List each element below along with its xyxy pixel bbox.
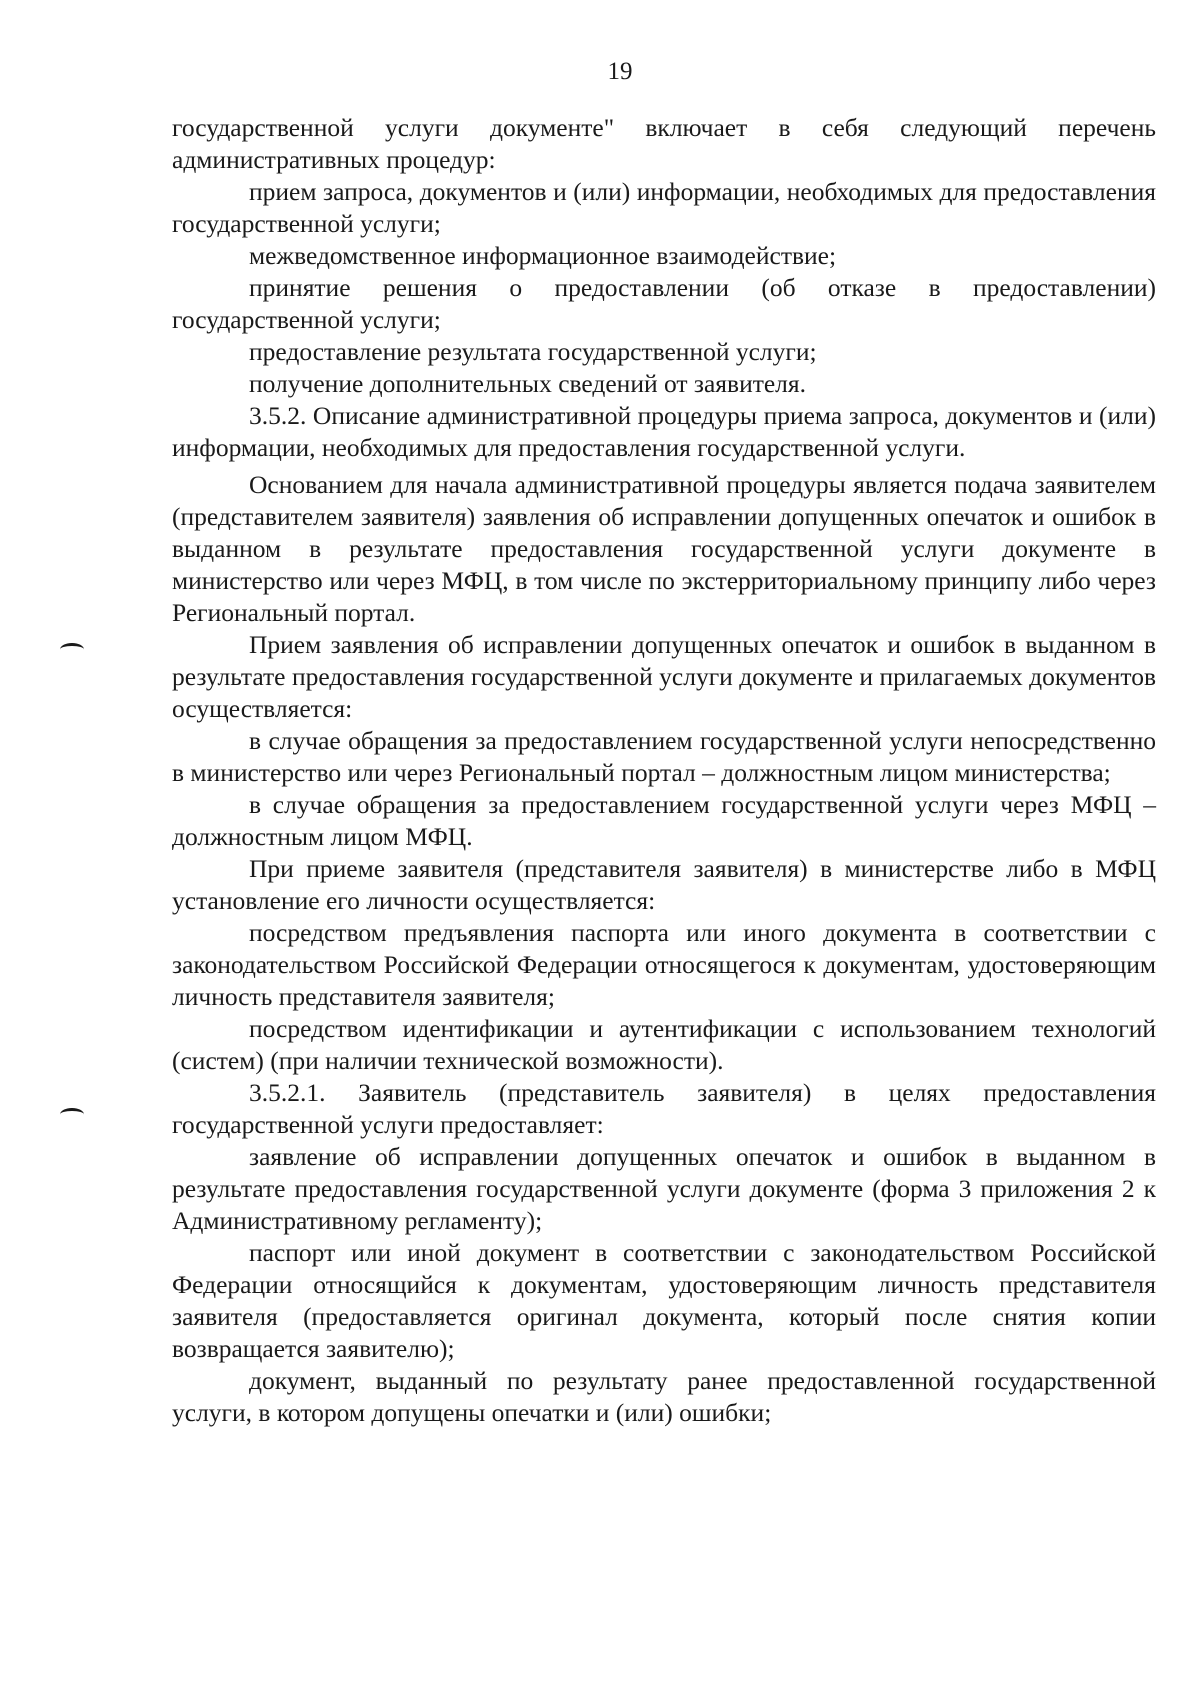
paragraph: в случае обращения за предоставлением государственной услуги непосредственно в министерство или через Региональный портал – должностным лицом министерства; (172, 726, 1156, 787)
paragraph: прием запроса, документов и (или) информации, необходимых для предоставления государственной услуги; (172, 177, 1156, 238)
paragraph: Прием заявления об исправлении допущенных опечаток и ошибок в выданном в результате предоставления государственной услуги документе и прилагаемых документов осуществляется: (172, 630, 1156, 723)
paragraph: государственной услуги документе" включает в себя следующий перечень административных процедур: (172, 113, 1156, 174)
paragraph: Основанием для начала административной процедуры является подача заявителем (представителем заявителя) заявления об исправлении допущенных опечаток и ошибок в выданном в результате предоставления государственной услуги документе в министерство или через МФЦ, в том числе по экстерриториальному принципу либо через Региональный портал. (172, 470, 1156, 627)
paragraph: паспорт или иной документ в соответствии с законодательством Российской Федерации относящийся к документам, удостоверяющим личность представителя заявителя (предоставляется оригинал документа, который после снятия копии возвращается заявителю); (172, 1238, 1156, 1363)
paragraph: посредством предъявления паспорта или иного документа в соответствии с законодательством Российской Федерации относящегося к документам, удостоверяющим личность представителя заявителя; (172, 918, 1156, 1011)
paragraph: получение дополнительных сведений от заявителя. (249, 369, 807, 398)
paragraph: При приеме заявителя (представителя заявителя) в министерстве либо в МФЦ установление его личности осуществляется: (172, 854, 1156, 915)
section-heading: 3.5.2. Описание административной процедуры приема запроса, документов и (или) информации, необходимых для предоставления государственной услуги. (172, 401, 1156, 462)
page-number: 19 (607, 58, 633, 85)
paragraph: заявление об исправлении допущенных опечаток и ошибок в выданном в результате предоставления государственной услуги документе (форма 3 приложения 2 к Административному регламенту); (172, 1142, 1156, 1235)
document-body (172, 112, 1156, 1429)
paragraph: посредством идентификации и аутентификации с использованием технологий (систем) (при наличии технической возможности). (172, 1014, 1156, 1075)
paragraph: межведомственное информационное взаимодействие; (249, 241, 837, 270)
section-heading: 3.5.2.1. Заявитель (представитель заявителя) в целях предоставления государственной услуги предоставляет: (172, 1078, 1156, 1139)
paragraph: предоставление результата государственной услуги; (249, 337, 817, 366)
paragraph: в случае обращения за предоставлением государственной услуги через МФЦ – должностным лицом МФЦ. (172, 790, 1156, 851)
margin-mark (60, 1108, 84, 1121)
paragraph: документ, выданный по результату ранее предоставленной государственной услуги, в котором допущены опечатки и (или) ошибки; (172, 1366, 1156, 1427)
paragraph: принятие решения о предоставлении (об отказе в предоставлении) государственной услуги; (172, 273, 1156, 334)
margin-mark (60, 643, 84, 656)
